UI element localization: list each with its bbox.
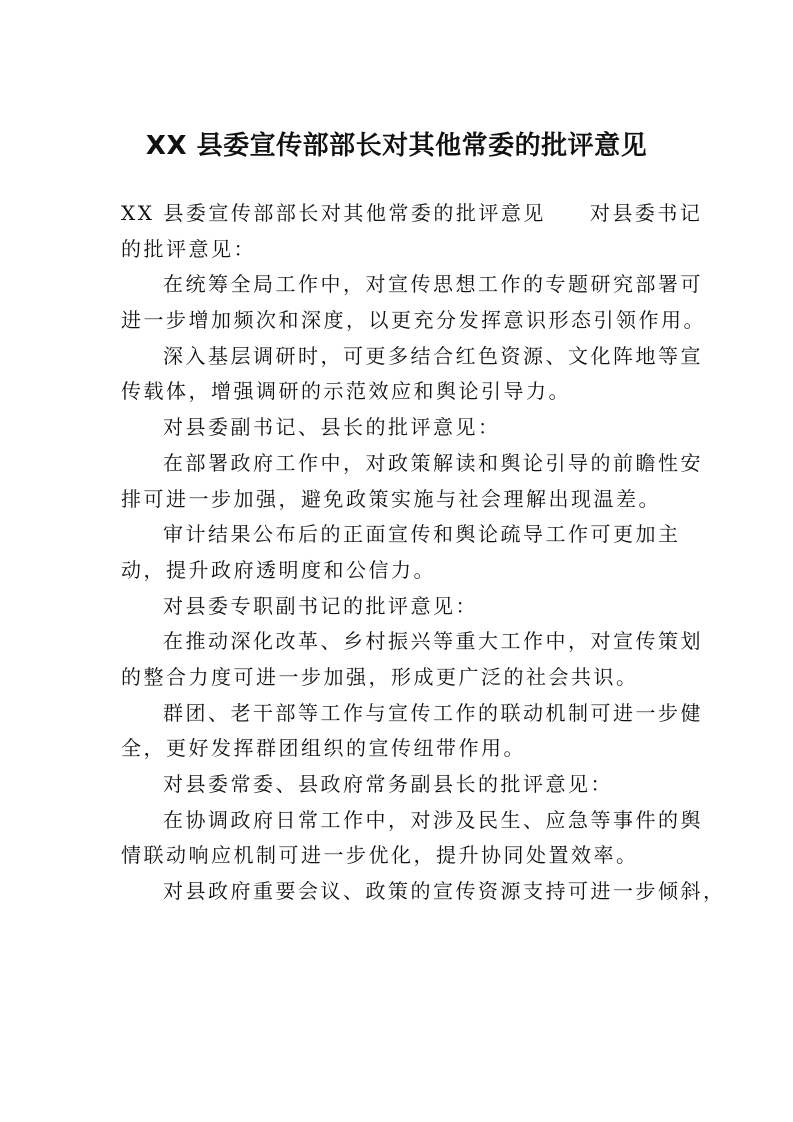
- body-line: 传载体，增强调研的示范效应和舆论引导力。: [121, 379, 571, 404]
- body-line: 深入基层调研时，可更多结合红色资源、文化阵地等宣: [163, 343, 703, 368]
- body-line: 对县政府重要会议、政策的宣传资源支持可进一步倾斜，: [163, 879, 726, 904]
- body-line: 群团、老干部等工作与宣传工作的联动机制可进一步健: [163, 700, 703, 725]
- document-title: XX 县委宣传部部长对其他常委的批评意见: [145, 131, 648, 161]
- body-line: [121, 196, 703, 232]
- body-line: 在部署政府工作中，对政策解读和舆论引导的前瞻性安: [163, 450, 703, 475]
- body-line: 全，更好发挥群团组织的宣传纽带作用。: [121, 736, 526, 761]
- document-body: [121, 196, 726, 910]
- body-line: 情联动响应机制可进一步优化，提升协同处置效率。: [121, 843, 639, 868]
- body-line: 的整合力度可进一步加强，形成更广泛的社会共识。: [121, 664, 639, 689]
- section-heading: 对县委常委、县政府常务副县长的批评意见：: [163, 772, 613, 796]
- body-line: 审计结果公布后的正面宣传和舆论疏导工作可更加主: [163, 522, 681, 547]
- body-line: 排可进一步加强，避免政策实施与社会理解出现温差。: [121, 486, 661, 511]
- body-line: 在统筹全局工作中，对宣传思想工作的专题研究部署可: [163, 272, 703, 297]
- section-heading: 对县委专职副书记的批评意见：: [163, 593, 478, 618]
- body-line: 的批评意见：: [121, 236, 256, 261]
- body-line-text: XX 县委宣传部部长对其他常委的批评意见: [121, 201, 546, 225]
- body-line: 在协调政府日常工作中，对涉及民生、应急等事件的舆: [163, 807, 703, 832]
- body-line: 进一步增加频次和深度，以更充分发挥意识形态引领作用。: [121, 308, 706, 333]
- body-line: 动，提升政府透明度和公信力。: [121, 557, 436, 582]
- body-line: 在推动深化改革、乡村振兴等重大工作中，对宣传策划: [163, 629, 703, 654]
- section-heading: 对县委副书记、县长的批评意见：: [163, 415, 501, 440]
- body-line-tail: 对县委书记: [589, 201, 703, 225]
